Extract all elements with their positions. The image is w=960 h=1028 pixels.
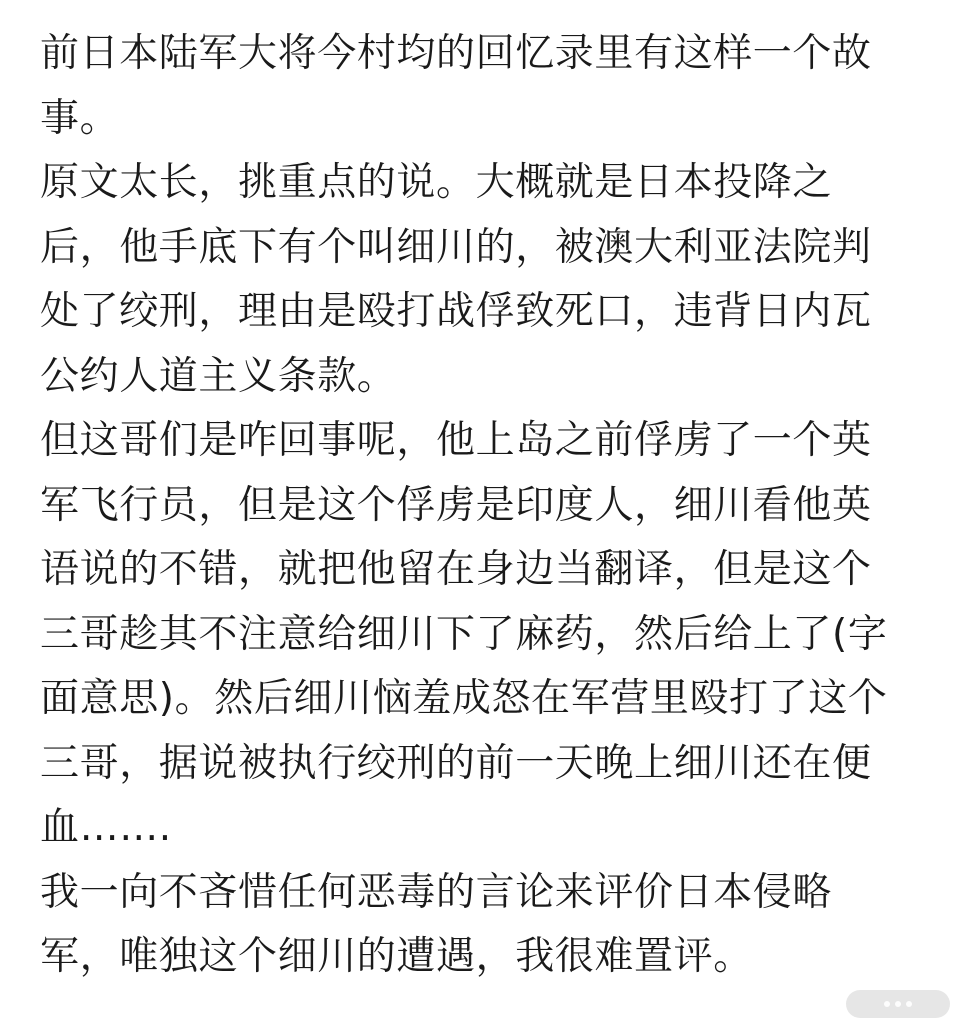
dot [906,1001,912,1007]
text-line: 处了绞刑，理由是殴打战俘致死口，违背日内瓦 [40,289,872,334]
text-line: 三哥趁其不注意给细川下了麻药，然后给上了(字 [40,611,888,657]
text-line: 三哥，据说被执行绞刑的前一天晚上细川还在便 [40,740,872,786]
text-line: 前日本陆军大将今村均的回忆录里有这样一个故 [40,31,872,76]
text-line: 但这哥们是咋回事呢，他上岛之前俘虏了一个英 [40,418,872,463]
more-dots-icon [884,1001,912,1007]
more-options-button[interactable] [846,990,950,1018]
text-line: 语说的不错，就把他留在身边当翻译，但是这个 [40,547,872,592]
paragraph-4 [40,861,920,990]
post-body [40,22,920,990]
paragraph-2 [40,151,920,409]
text-line: 军飞行员，但是这个俘虏是印度人，细川看他英 [40,482,872,528]
paragraph-1 [40,22,920,151]
paragraph-3 [40,409,920,861]
text-line: 原文太长，挑重点的说。大概就是日本投降之 [40,160,833,205]
text-line: 公约人道主义条款。 [40,353,397,399]
text-line: 军，唯独这个细川的遭遇，我很难置评。 [40,934,753,979]
text-line: 后，他手底下有个叫细川的，被澳大利亚法院判 [40,224,872,270]
text-line: 血……. [40,805,172,850]
dot [895,1001,901,1007]
text-line: 事。 [40,95,120,141]
dot [884,1001,890,1007]
text-line: 面意思)。然后细川恼羞成怒在军营里殴打了这个 [40,676,888,721]
text-line: 我一向不吝惜任何恶毒的言论来评价日本侵略 [40,869,833,915]
